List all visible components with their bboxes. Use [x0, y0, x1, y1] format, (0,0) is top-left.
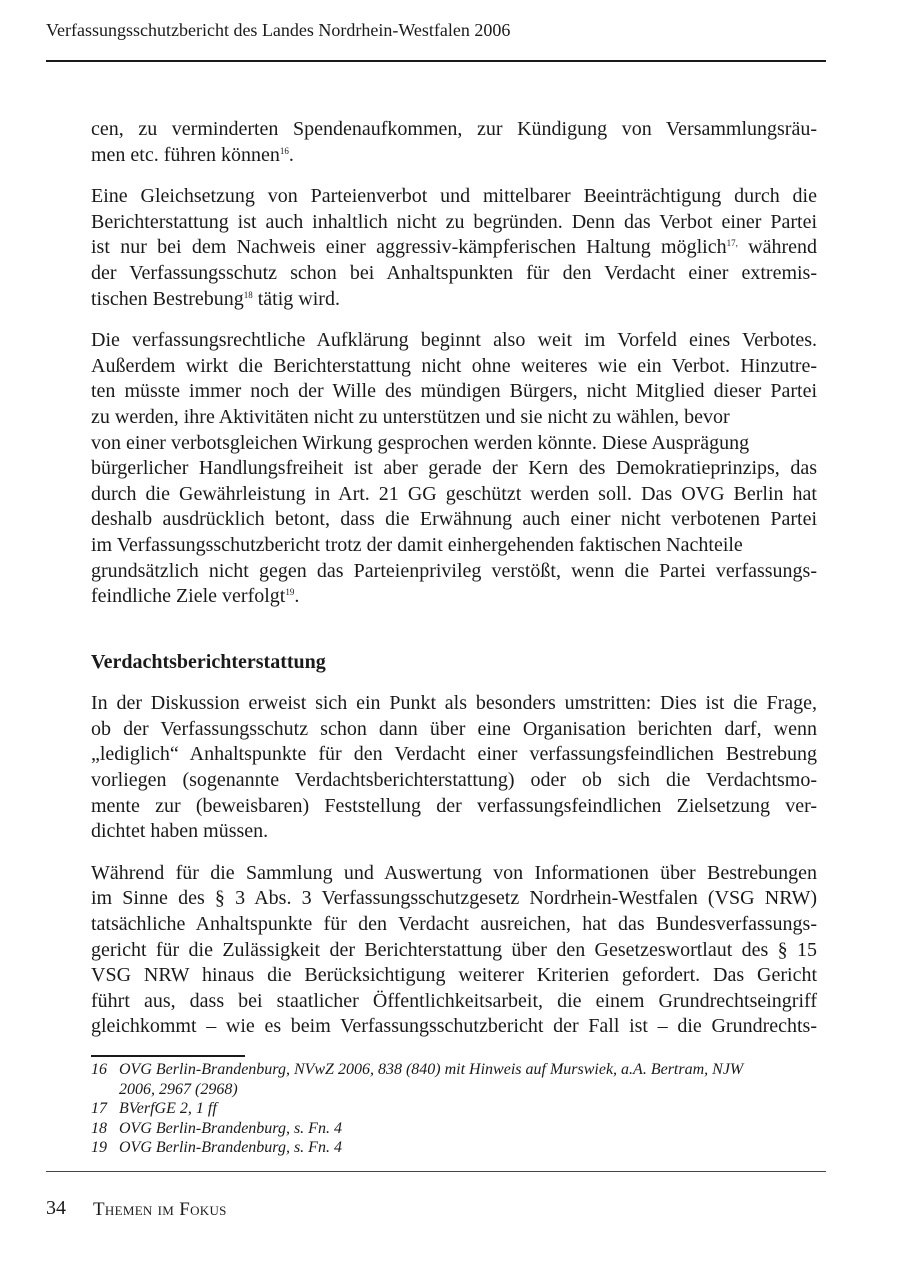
text-line: In der Diskussion erweist sich ein Punkt als besonders umstritten: Dies ist die Frage,	[91, 692, 817, 715]
footnote-number: 17	[91, 1100, 107, 1117]
text-line	[91, 287, 817, 313]
footnote-text	[119, 1060, 801, 1099]
footnotes	[91, 1060, 801, 1158]
text-line: grundsätzlich nicht gegen das Parteienprivileg verstößt, wenn die Partei verfassungs-	[91, 559, 817, 582]
footnote-line: OVG Berlin-Brandenburg, NVwZ 2006, 838 (840) mit Hinweis auf Murswiek, a.A. Bertram, NJW	[119, 1061, 744, 1078]
text-segment: .	[288, 143, 294, 166]
text-segment: tischen Bestrebung	[91, 287, 244, 310]
footnote-ref: 16	[279, 145, 289, 156]
paragraph-3	[91, 328, 817, 610]
text-line: cen, zu verminderten Spendenaufkommen, zur Kündigung von Versammlungsräu-	[91, 118, 817, 140]
text-line: der Verfassungsschutz schon bei Anhaltspunkten für den Verdacht einer extremis-	[91, 261, 817, 284]
body-text	[91, 117, 817, 1056]
footnote-ref: 18	[243, 289, 253, 300]
section-heading: Verdachtsberichterstattung	[91, 650, 326, 673]
text-line	[91, 143, 817, 169]
paragraph-5	[91, 861, 817, 1040]
text-line: von einer verbotsgleichen Wirkung gesprochen werden könnte. Diese Ausprägung	[91, 431, 750, 454]
footer-rule	[46, 1171, 826, 1172]
text-segment: .	[294, 585, 300, 608]
text-segment: ist nur bei dem Nachweis einer aggressiv-kämpferischen Haltung möglich	[91, 236, 727, 259]
header-rule	[46, 60, 826, 62]
text-line	[91, 584, 817, 610]
text-line: im Verfassungsschutzbericht trotz der damit einhergehenden faktischen Nachteile	[91, 533, 743, 556]
text-segment: tätig wird.	[252, 287, 340, 310]
text-line	[91, 235, 817, 261]
footnote-ref: 17,	[726, 238, 738, 249]
paragraph-2	[91, 184, 817, 312]
text-segment: men etc. führen können	[91, 143, 280, 166]
page-number: 34	[46, 1197, 66, 1219]
text-line: ten müsste immer noch der Wille des mündigen Bürgers, nicht Mitglied dieser Partei	[91, 380, 817, 403]
footnote-number: 16	[91, 1061, 107, 1078]
text-line: ob der Verfassungsschutz schon dann über eine Organisation berichten darf, wenn	[91, 717, 817, 740]
text-line: bürgerlicher Handlungsfreiheit ist aber gerade der Kern des Demokratieprinzips, das	[91, 457, 817, 480]
text-line: führt aus, dass bei staatlicher Öffentlichkeitsarbeit, die einem Grundrechtseingriff	[91, 989, 817, 1012]
text-line: zu werden, ihre Aktivitäten nicht zu unterstützen und sie nicht zu wählen, bevor	[91, 405, 730, 428]
text-line: dichtet haben müssen.	[91, 820, 269, 843]
text-line: gleichkommt – wie es beim Verfassungsschutzbericht der Fall ist – die Grundrechts-	[91, 1015, 817, 1038]
text-line: gericht für die Zulässigkeit der Berichterstattung über den Gesetzeswortlaut des § 15	[91, 938, 817, 961]
text-line: deshalb ausdrücklich betont, dass die Erwähnung auch einer nicht verbotenen Partei	[91, 508, 817, 531]
text-line: tatsächliche Anhaltspunkte für den Verdacht ausreichen, hat das Bundesverfassungs-	[91, 913, 817, 936]
footnote	[91, 1119, 801, 1139]
paragraph-1	[91, 117, 817, 168]
running-header: Verfassungsschutzbericht des Landes Nordrhein-Westfalen 2006	[46, 20, 511, 40]
text-line: vorliegen (sogenannte Verdachtsberichterstattung) oder ob sich die Verdachtsmo-	[91, 769, 817, 792]
text-line: Eine Gleichsetzung von Parteienverbot und mittelbarer Beeinträchtigung durch die	[91, 185, 817, 208]
footnote-line: 2006, 2967 (2968)	[119, 1080, 238, 1098]
text-line: Während für die Sammlung und Auswertung von Informationen über Bestrebungen	[91, 861, 817, 884]
text-line: Außerdem wirkt die Berichterstattung nicht ohne weiteres wie ein Verbot. Hinzutre-	[91, 354, 817, 377]
text-line: Die verfassungsrechtliche Aufklärung beginnt also weit im Vorfeld eines Verbotes.	[91, 329, 817, 352]
footnote-ref: 19	[285, 587, 295, 598]
text-segment: feindliche Ziele verfolgt	[91, 585, 286, 608]
text-line: Berichterstattung ist auch inhaltlich nicht zu begründen. Denn das Verbot einer Partei	[91, 210, 817, 233]
text-line: mente zur (beweisbaren) Feststellung der verfassungsfeindlichen Zielsetzung ver-	[91, 794, 817, 817]
footnote-rule	[91, 1055, 245, 1057]
footnote-number: 19	[91, 1139, 107, 1156]
running-footer-section: Themen im Fokus	[93, 1199, 227, 1220]
footnote	[91, 1138, 801, 1158]
text-line: im Sinne des § 3 Abs. 3 Verfassungsschutzgesetz Nordrhein-Westfalen (VSG NRW)	[91, 887, 817, 910]
footnote	[91, 1060, 801, 1099]
footnote	[91, 1099, 801, 1119]
text-line: „lediglich“ Anhaltspunkte für den Verdacht einer verfassungsfeindlichen Bestrebung	[91, 743, 817, 766]
footnote-text: OVG Berlin-Brandenburg, s. Fn. 4	[119, 1119, 342, 1137]
text-line: durch die Gewährleistung in Art. 21 GG geschützt werden soll. Das OVG Berlin hat	[91, 482, 817, 505]
text-segment: während	[737, 236, 818, 259]
footnote-text: BVerfGE 2, 1 ff	[119, 1100, 217, 1117]
text-line: VSG NRW hinaus die Berücksichtigung weiterer Kriterien gefordert. Das Gericht	[91, 964, 817, 987]
footnote-text: OVG Berlin-Brandenburg, s. Fn. 4	[119, 1139, 342, 1156]
paragraph-4	[91, 691, 817, 845]
footnote-number: 18	[91, 1119, 107, 1137]
